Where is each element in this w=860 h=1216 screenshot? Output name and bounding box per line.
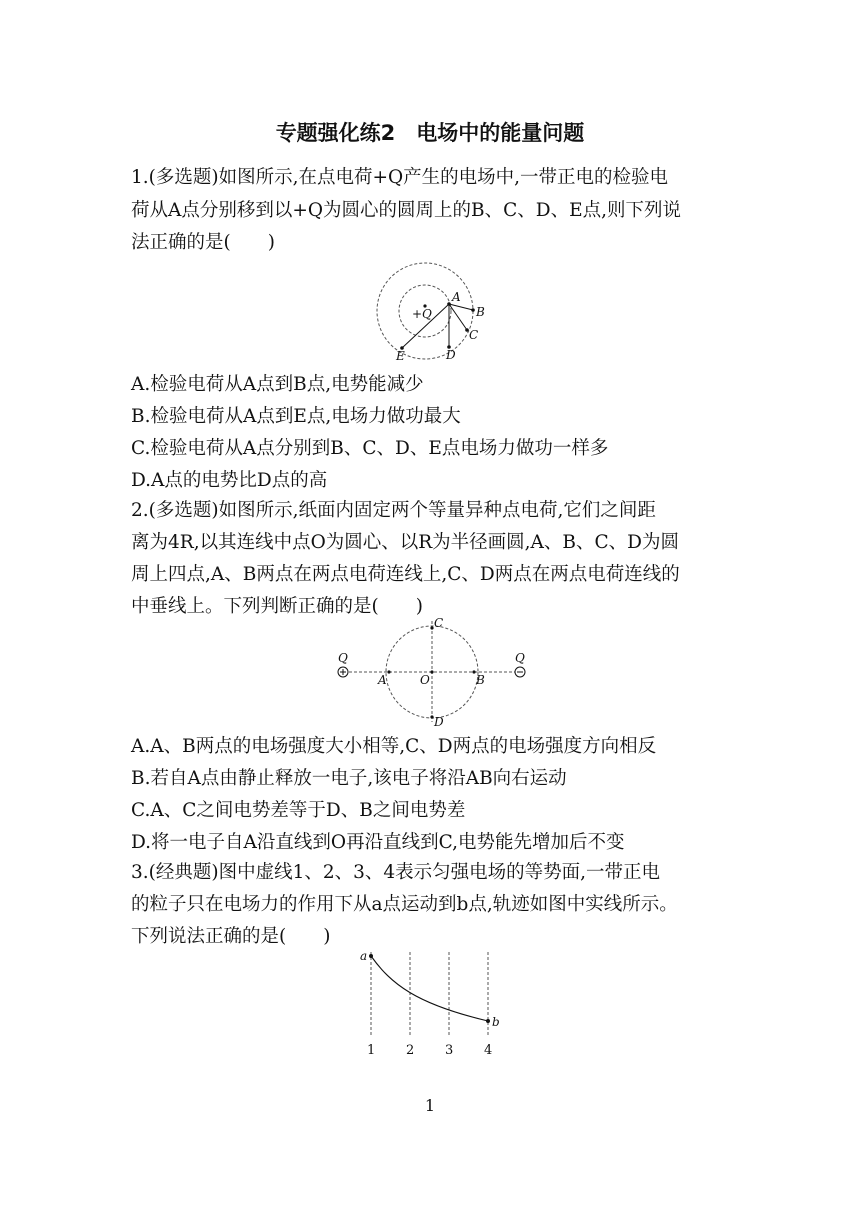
q2-figure [330,614,530,729]
q3-label-3: 3 [445,1043,454,1058]
q1-stem-line-3: 法正确的是( ) [131,232,275,253]
q2-stem-line-2: 离为4R,以其连线中点O为圆心、以R为半径画圆,A、B、C、D为圆 [131,532,680,553]
q3-point-b [486,1019,490,1023]
q2-option-c: C.A、C之间电势差等于D、B之间电势差 [131,800,466,821]
page-title: 专题强化练2 电场中的能量问题 [275,121,585,145]
page-number: 1 [424,1096,436,1115]
q2-label-d: D [434,715,444,729]
q2-option-d: D.将一电子自A沿直线到O再沿直线到C,电势能先增加后不变 [131,832,625,853]
q3-figure [356,946,506,1061]
q2-point-o [430,670,433,673]
q3-label-b: b [492,1015,500,1029]
q1-label-c: C [469,328,479,342]
q1-label-b: B [476,305,485,319]
q1-label-d: D [446,348,456,362]
q1-charge-label: +Q [412,307,432,321]
q1-stem-line-1: 1.(多选题)如图所示,在点电荷+Q产生的电场中,一带正电的检验电 [131,167,669,188]
q2-stem-line-3: 周上四点,A、B两点在两点电荷连线上,C、D两点在两点电荷连线的 [131,564,680,585]
q2-stem-line-1: 2.(多选题)如图所示,纸面内固定两个等量异种点电荷,它们之间距 [131,500,656,521]
q2-label-b: B [476,673,485,687]
q3-trajectory [371,956,488,1021]
q3-point-a [369,954,373,958]
q1-option-c: C.检验电荷从A点分别到B、C、D、E点电场力做功一样多 [131,438,609,459]
q2-stem-line-4: 中垂线上。下列判断正确的是( ) [131,596,423,617]
q2-option-a: A.A、B两点的电场强度大小相等,C、D两点的电场强度方向相反 [131,736,657,757]
q3-label-1: 1 [367,1043,376,1058]
q3-label-2: 2 [406,1043,415,1058]
q2-label-c: C [434,616,444,630]
q2-label-o: O [420,673,430,687]
q3-stem-line-1: 3.(经典题)图中虚线1、2、3、4表示匀强电场的等势面,一带正电 [131,862,661,883]
q1-figure [370,260,495,368]
q1-option-d: D.A点的电势比D点的高 [131,470,328,491]
q1-point-a [447,302,451,306]
q1-point-b [471,308,475,312]
q2-label-a: A [378,673,387,687]
q2-option-b: B.若自A点由静止释放一电子,该电子将沿AB向右运动 [131,768,567,789]
q3-stem-line-2: 的粒子只在电场力的作用下从a点运动到b点,轨迹如图中实线所示。 [131,894,678,915]
q3-stem-line-3: 下列说法正确的是( ) [131,926,331,947]
q1-option-b: B.检验电荷从A点到E点,电场力做功最大 [131,406,461,427]
q2-label-q-left: Q [338,651,348,665]
q3-label-a: a [360,949,368,963]
q3-label-4: 4 [484,1043,493,1058]
q1-label-e: E [396,349,405,363]
q2-point-a [387,670,390,673]
q1-option-a: A.检验电荷从A点到B点,电势能减少 [131,374,424,395]
q1-stem-line-2: 荷从A点分别移到以+Q为圆心的圆周上的B、C、D、E点,则下列说 [131,200,681,221]
q1-label-a: A [452,290,461,304]
q2-label-q-right: Q [515,651,525,665]
